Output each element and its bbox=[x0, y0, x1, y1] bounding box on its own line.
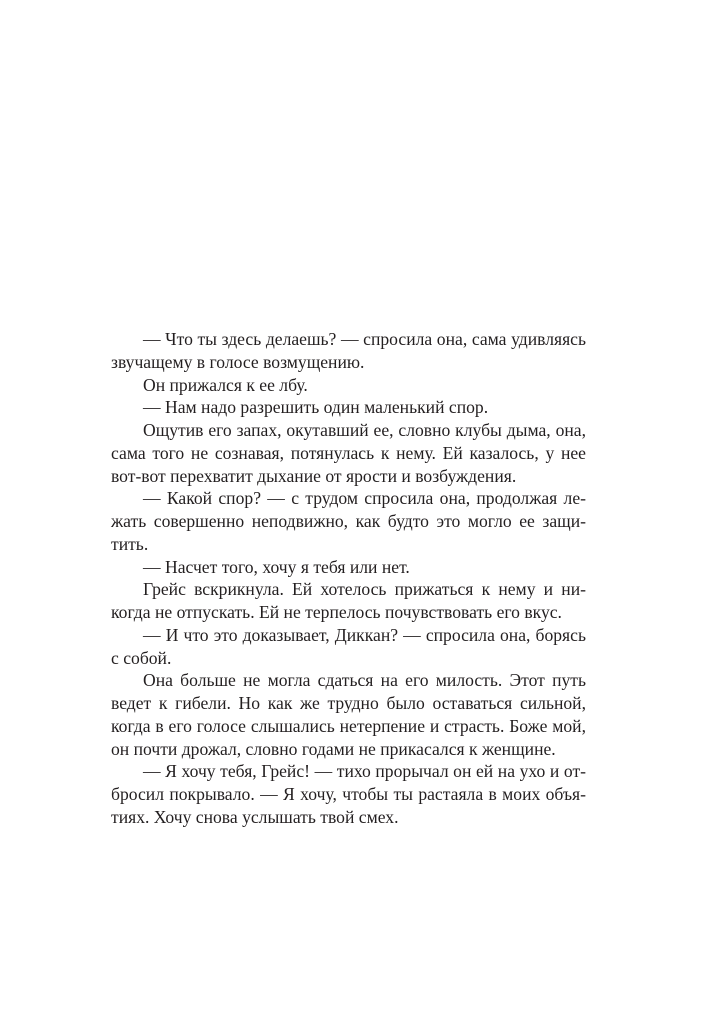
paragraph: — Какой спор? — с трудом спросила она, продолжая лежать совершенно неподвижно, как будто это могло ее защитить. bbox=[111, 488, 586, 554]
paragraph: — И что это доказывает, Диккан? — спросила она, борясь с собой. bbox=[111, 624, 586, 668]
paragraph: Ощутив его запах, окутавший ее, словно клубы дыма, она, сама того не сознавая, потянулась к нему. Ей казалось, у нее вот-вот перехватит дыхание от ярости и возбуждения. bbox=[111, 420, 586, 486]
book-page-text bbox=[111, 328, 586, 829]
paragraph: — Нам надо разрешить один маленький спор. bbox=[143, 397, 489, 418]
paragraph: — Насчет того, хочу я тебя или нет. bbox=[143, 556, 410, 577]
paragraph: Она больше не могла сдаться на его милость. Этот путь ведет к гибели. Но как же трудно было оставаться сильной, когда в его голосе слышались нетерпение и страсть. Боже мой, он почти дрожал, словно годами не прикасался к женщине. bbox=[111, 670, 586, 759]
paragraph: — Я хочу тебя, Грейс! — тихо прорычал он ей на ухо и отбросил покрывало. — Я хочу, чтобы ты растаяла в моих объятиях. Хочу снова услышать твой смех. bbox=[111, 761, 586, 827]
paragraph: Грейс вскрикнула. Ей хотелось прижаться к нему и никогда не отпускать. Ей не терпелось почувствовать его вкус. bbox=[111, 579, 586, 622]
paragraph: Он прижался к ее лбу. bbox=[143, 374, 308, 395]
paragraph: — Что ты здесь делаешь? — спросила она, сама удивляясь звучащему в голосе возмущению. bbox=[111, 329, 586, 372]
